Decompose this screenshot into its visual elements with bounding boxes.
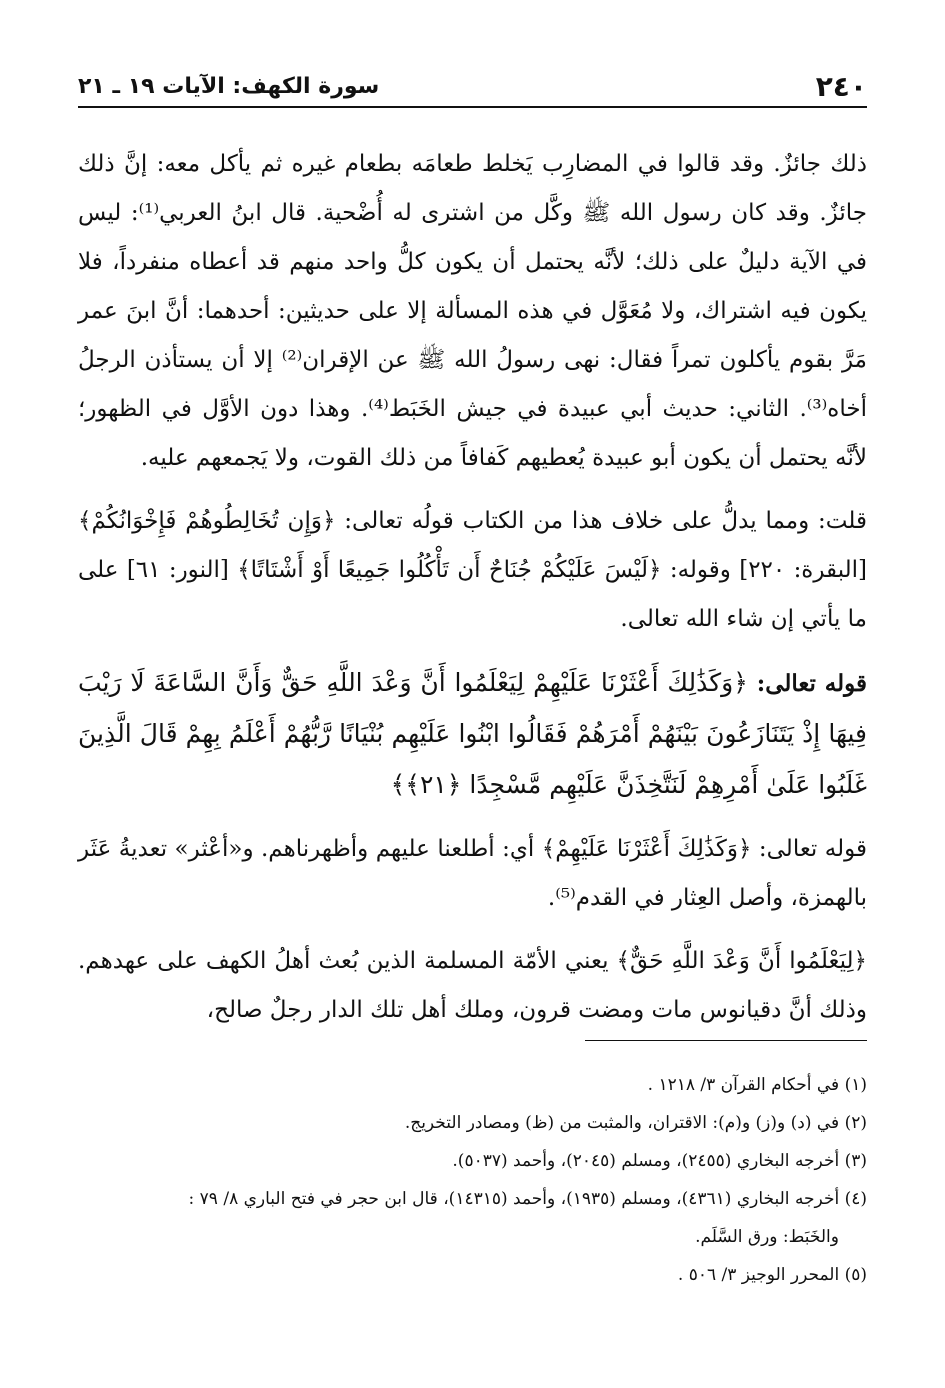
page-number: ٢٤٠ — [815, 69, 867, 103]
footnotes — [78, 1066, 867, 1294]
footnote-1: (١) في أحكام القرآن ٣/ ١٢١٨ . — [647, 1075, 867, 1095]
running-title: سورة الكهف: الآيات ١٩ ـ ٢١ — [78, 73, 380, 99]
header-divider — [78, 106, 867, 108]
footnote-3: (٣) أخرجه البخاري (٢٤٥٥)، ومسلم (٢٠٤٥)، وأحمد (٥٠٣٧). — [452, 1151, 867, 1171]
verse-paragraph — [78, 658, 867, 811]
footnote-divider — [585, 1040, 867, 1041]
quran-verse: ﴿وَكَذَٰلِكَ أَعْثَرْنَا عَلَيْهِمْ لِيَعْلَمُوا أَنَّ وَعْدَ اللَّهِ حَقٌّ وَأَنَّ السَّاعَةَ لَا رَيْبَ فِيهَا إِذْ يَتَنَازَعُونَ بَيْنَهُمْ أَمْرَهُمْ فَقَالُوا ابْنُوا عَلَيْهِم بُنْيَانًا رَّبُّهُمْ أَعْلَمُ بِهِمْ قَالَ الَّذِينَ غَلَبُوا عَلَىٰ أَمْرِهِمْ لَنَتَّخِذَنَّ عَلَيْهِم مَّسْجِدًا ﴿٢١﴾﴾ — [78, 668, 867, 799]
footnote-5: (٥) المحرر الوجيز ٣/ ٥٠٦ . — [677, 1265, 867, 1285]
verse-lead: قوله تعالى: — [747, 670, 867, 697]
main-text — [78, 140, 867, 1035]
paragraph-5: ﴿لِيَعْلَمُوا أَنَّ وَعْدَ اللَّهِ حَقٌّ﴾ يعني الأمّة المسلمة الذين بُعث أهلُ الكهف على عهدهم. وذلك أنَّ دقيانوس مات ومضت قرون، وملك أهل تلك الدار رجلٌ صالح، — [78, 948, 867, 1023]
footnote-4: (٤) أخرجه البخاري (٤٣٦١)، ومسلم (١٩٣٥)، وأحمد (١٤٣١٥)، قال ابن حجر في فتح الباري ٨/ ٧٩ : — [188, 1189, 867, 1209]
paragraph-2: قلت: ومما يدلُّ على خلاف هذا من الكتاب قولُه تعالى: ﴿وَإِن تُخَالِطُوهُمْ فَإِخْوَانُكُمْ﴾ [البقرة: ٢٢٠] وقوله: ﴿لَيْسَ عَلَيْكُمْ جُنَاحٌ أَن تَأْكُلُوا جَمِيعًا أَوْ أَشْتَاتًا﴾ [النور: ٦١] على ما يأتي إن شاء الله تعالى. — [78, 508, 867, 632]
paragraph-4: قوله تعالى: ﴿وَكَذَٰلِكَ أَعْثَرْنَا عَلَيْهِمْ﴾ أي: أطلعنا عليهم وأظهرناهم. و«أعْثر» تعديةُ عَثَر بالهمزة، وأصل العِثار في القدم⁽⁵⁾. — [78, 836, 867, 911]
footnote-4-continuation: والخَبَط: ورق السَّلَم. — [695, 1227, 839, 1247]
footnote-2: (٢) في (د) و(ز) و(م): الاقتران، والمثبت من (ظ) ومصادر التخريج. — [404, 1113, 867, 1133]
paragraph-1: ذلك جائزٌ. وقد قالوا في المضارِب يَخلط طعامَه بطعام غيره ثم يأكل معه: إنَّ ذلك جائزٌ. وقد كان رسول الله ﷺ وكَّل من اشترى له أُضْحية. قال ابنُ العربي⁽¹⁾: ليس في الآية دليلٌ على ذلك؛ لأنَّه يحتمل أن يكون كلُّ واحد منهم قد أعطاه منفرداً، فلا يكون فيه اشتراك، ولا مُعَوَّل في هذه المسألة إلا على حديثين: أحدهما: أنَّ ابنَ عمر مَرَّ بقوم يأكلون تمراً فقال: نهى رسولُ الله ﷺ عن الإقران⁽²⁾ إلا أن يستأذن الرجلُ أخاه⁽³⁾. الثاني: حديث أبي عبيدة في جيش الخَبَط⁽⁴⁾. وهذا دون الأوَّل في الظهور؛ لأنَّه يحتمل أن يكون أبو عبيدة يُعطيهم كَفافاً من ذلك القوت، ولا يَجمعهم عليه. — [78, 151, 867, 471]
page-header — [78, 66, 867, 106]
